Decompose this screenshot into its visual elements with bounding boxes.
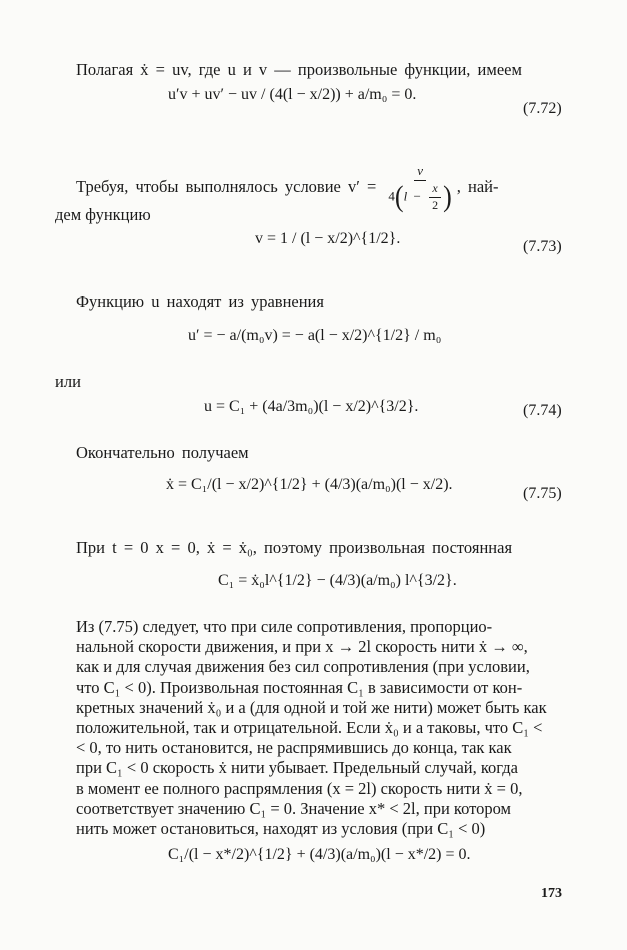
text-requirement-end: , най-	[456, 177, 499, 197]
paragraph-line: как и для случая движения без сил сопротивления (при условии,	[76, 657, 530, 677]
text-line-or: или	[55, 372, 81, 391]
eq-number-7-72: (7.72)	[523, 100, 562, 117]
paragraph-line: соответствует значению C₁ = 0. Значение x* < 2l, при котором	[76, 798, 512, 818]
paragraph-line: нальной скорости движения, и при x → 2l скорость нити ẋ → ∞,	[76, 637, 528, 657]
equation-7-72: u′v + uv′ − uv / (4(l − x/2)) + a/m₀ = 0.	[168, 86, 417, 103]
text-line-finally: Окончательно получаем	[76, 443, 249, 462]
fraction-v-condition: v 4(l − $\frac{x}{2}$ )	[388, 163, 452, 214]
text-line-initial-condition: При t = 0 x = 0, ẋ = ẋ₀, поэтому произвольная постоянная	[76, 538, 513, 557]
paragraph-line: что C₁ < 0). Произвольная постоянная C₁ в зависимости от кон-	[76, 677, 523, 697]
paragraph-line: в момент ее полного распрямления (x = 2l) скорость нити ẋ = 0,	[76, 778, 523, 798]
equation-7-75: ẋ = C₁/(l − x/2)^{1/2} + (4/3)(a/m₀)(l − x/2).	[166, 476, 453, 493]
text-line-find-function: дем функцию	[55, 205, 151, 224]
paragraph-line: при C₁ < 0 скорость ẋ нити убывает. Предельный случай, когда	[76, 758, 518, 778]
paragraph-line: положительной, так и отрицательной. Если ẋ₀ и a таковы, что C₁ <	[76, 718, 543, 738]
paragraph-line: Из (7.75) следует, что при силе сопротивления, пропорцио-	[76, 617, 493, 636]
eq-number-7-75: (7.75)	[523, 485, 562, 502]
page-number: 173	[541, 886, 562, 901]
text-requirement-start: Требуя, чтобы выполнялось условие v′ =	[76, 177, 377, 197]
paragraph-line: < 0, то нить остановится, не распрямившись до конца, так как	[76, 738, 512, 758]
paragraph-discussion	[76, 617, 571, 839]
paragraph-line: кретных значений ẋ₀ и a (для одной и той же нити) может быть как	[76, 697, 547, 717]
equation-c1: C₁ = ẋ₀l^{1/2} − (4/3)(a/m₀) l^{3/2}.	[218, 572, 457, 589]
eq-number-7-73: (7.73)	[523, 238, 562, 255]
equation-7-74: u = C₁ + (4a/3m₀)(l − x/2)^{3/2}.	[204, 398, 419, 415]
paragraph-line: нить может остановиться, находят из условия (при C₁ < 0)	[76, 819, 486, 839]
text-line-function-u: Функцию u находят из уравнения	[76, 292, 324, 311]
eq-number-7-74: (7.74)	[523, 402, 562, 419]
equation-7-73: v = 1 / (l − x/2)^{1/2}.	[255, 230, 401, 247]
text-line-intro: Полагая ẋ = uv, где u и v — произвольные функции, имеем	[76, 60, 522, 79]
equation-stop-condition: C₁/(l − x*/2)^{1/2} + (4/3)(a/m₀)(l − x*/2) = 0.	[168, 846, 471, 863]
equation-u-prime: u′ = − a/(m₀v) = − a(l − x/2)^{1/2} / m₀	[188, 327, 442, 344]
